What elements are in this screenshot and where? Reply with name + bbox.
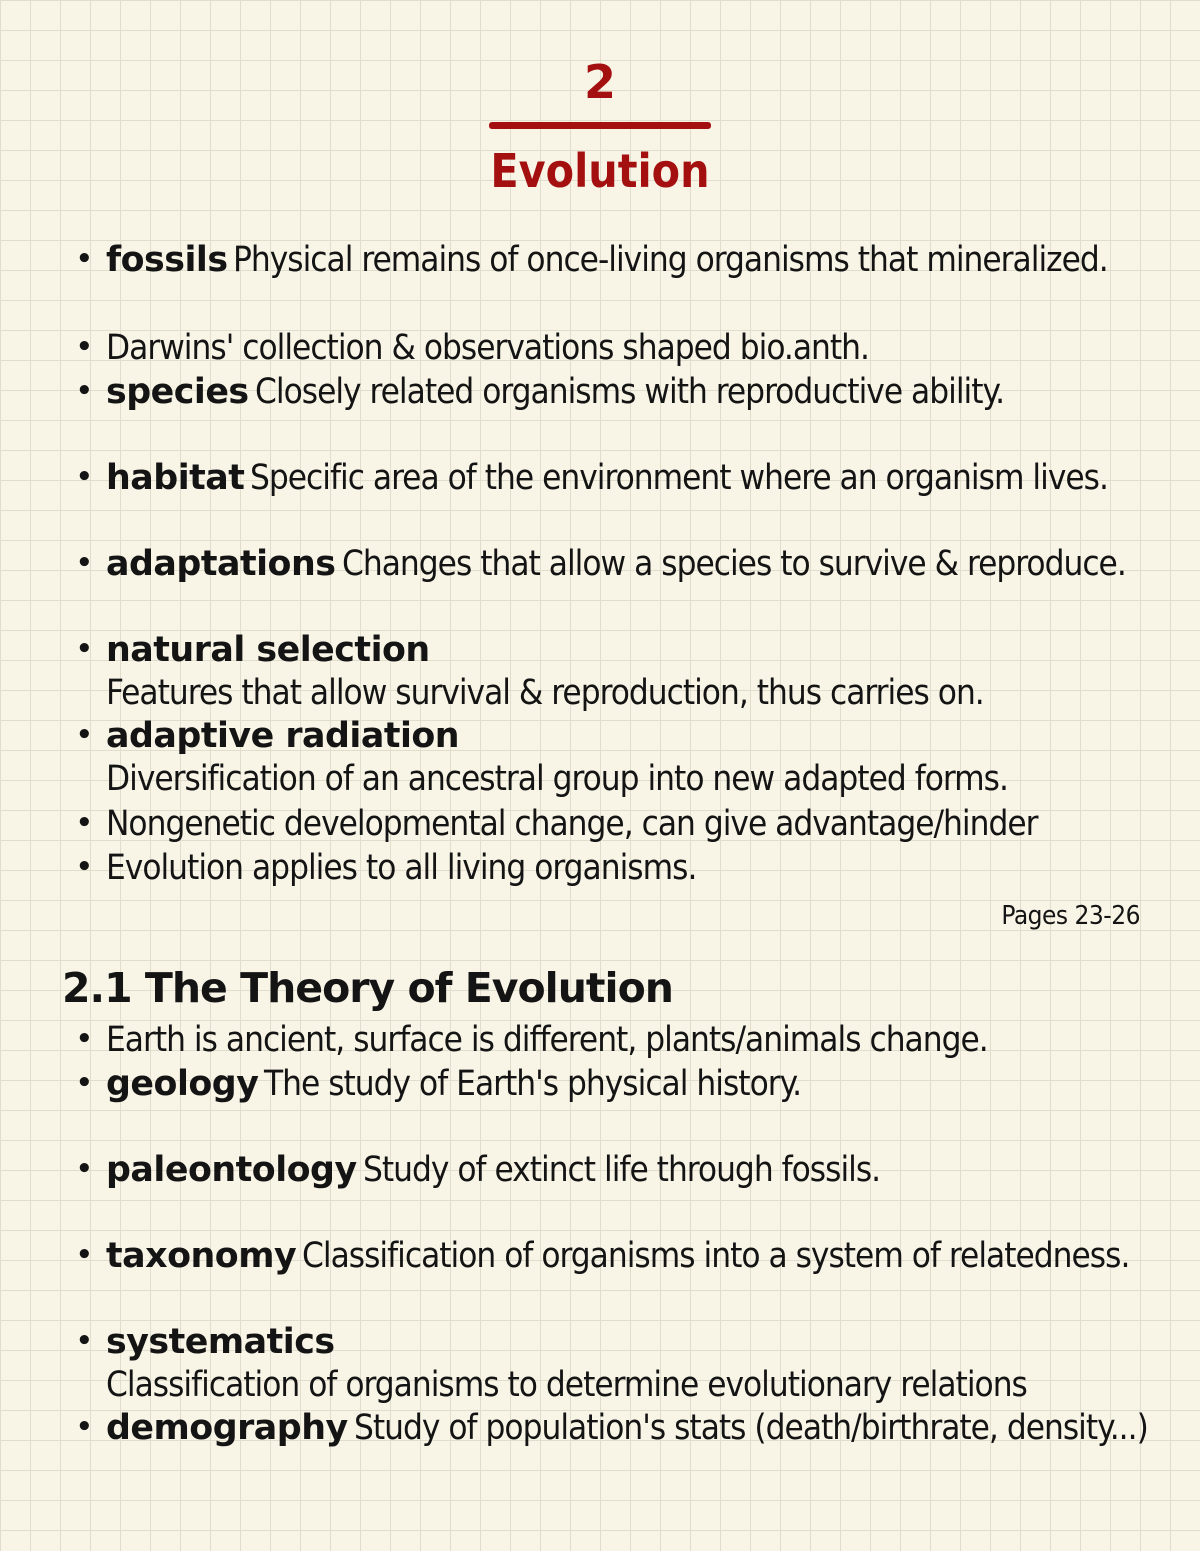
- bullet-icon: •: [76, 1068, 93, 1098]
- note-term: habitat: [106, 458, 245, 498]
- bullet-icon: •: [76, 852, 93, 882]
- chapter-number: 2: [583, 55, 616, 109]
- note-text: Evolution applies to all living organisms.: [106, 848, 697, 888]
- chapter-divider: [489, 122, 711, 129]
- note-definition: Specific area of the environment where an organism lives.: [250, 458, 1109, 498]
- section-item-geology: [76, 1062, 1200, 1106]
- section-item-demography: [76, 1406, 1200, 1450]
- note-item-adaptations: [76, 542, 1200, 586]
- section-item-systematics: [76, 1320, 1200, 1406]
- note-definition: Physical remains of once-living organisms that mineralized.: [233, 240, 1109, 280]
- note-definition: Changes that allow a species to survive & reproduce.: [341, 544, 1126, 584]
- note-term: taxonomy: [106, 1236, 297, 1276]
- bullet-icon: •: [76, 1412, 93, 1442]
- bullet-icon: •: [76, 1240, 93, 1270]
- bullet-icon: •: [76, 332, 93, 362]
- note-definition: Classification of organisms to determine evolutionary relations: [106, 1365, 1027, 1405]
- note-definition: Closely related organisms with reproductive ability.: [254, 372, 1004, 412]
- note-definition: Classification of organisms into a system of relatedness.: [302, 1236, 1130, 1276]
- bullet-icon: •: [76, 548, 93, 578]
- note-definition: Study of population's stats (death/birthrate, density...): [354, 1408, 1148, 1448]
- note-definition: Diversification of an ancestral group into new adapted forms.: [106, 759, 1008, 799]
- note-term: fossils: [106, 240, 228, 280]
- note-item-habitat: [76, 456, 1200, 500]
- note-term: systematics: [106, 1322, 335, 1362]
- note-definition: Features that allow survival & reproduction, thus carries on.: [106, 673, 984, 713]
- note-term: natural selection: [106, 630, 430, 670]
- section-item-taxonomy: [76, 1234, 1200, 1278]
- note-item-nongenetic: [76, 802, 1200, 846]
- bullet-icon: •: [76, 808, 93, 838]
- note-term: geology: [106, 1064, 259, 1104]
- bullet-icon: •: [76, 1024, 93, 1054]
- bullet-icon: •: [76, 1154, 93, 1184]
- bullet-icon: •: [76, 634, 93, 664]
- note-item-evolution-applies: [76, 846, 1200, 890]
- note-text: Darwins' collection & observations shaped bio.anth.: [106, 328, 869, 368]
- note-term: species: [106, 372, 249, 412]
- note-item-darwin: [76, 326, 1200, 370]
- note-text: Earth is ancient, surface is different, plants/animals change.: [106, 1020, 988, 1060]
- section-item-paleontology: [76, 1148, 1200, 1192]
- note-text: Nongenetic developmental change, can give advantage/hinder: [106, 804, 1038, 844]
- note-definition: Study of extinct life through fossils.: [363, 1150, 881, 1190]
- note-item-fossils: [76, 238, 1200, 282]
- note-term: adaptive radiation: [106, 716, 460, 756]
- note-item-natural-selection: [76, 628, 1200, 714]
- bullet-icon: •: [76, 720, 93, 750]
- section-item-earth: [76, 1018, 1200, 1062]
- bullet-icon: •: [76, 376, 93, 406]
- note-term: paleontology: [106, 1150, 357, 1190]
- bullet-icon: •: [76, 462, 93, 492]
- pages-reference: Pages 23-26: [1001, 901, 1140, 931]
- note-term: adaptations: [106, 544, 336, 584]
- note-item-adaptive-radiation: [76, 714, 1200, 800]
- note-term: demography: [106, 1408, 348, 1448]
- bullet-icon: •: [76, 244, 93, 274]
- bullet-icon: •: [76, 1326, 93, 1356]
- note-definition: The study of Earth's physical history.: [264, 1064, 802, 1104]
- section-heading: 2.1 The Theory of Evolution: [62, 964, 673, 1012]
- note-item-species: [76, 370, 1200, 414]
- chapter-title: Evolution: [490, 144, 710, 198]
